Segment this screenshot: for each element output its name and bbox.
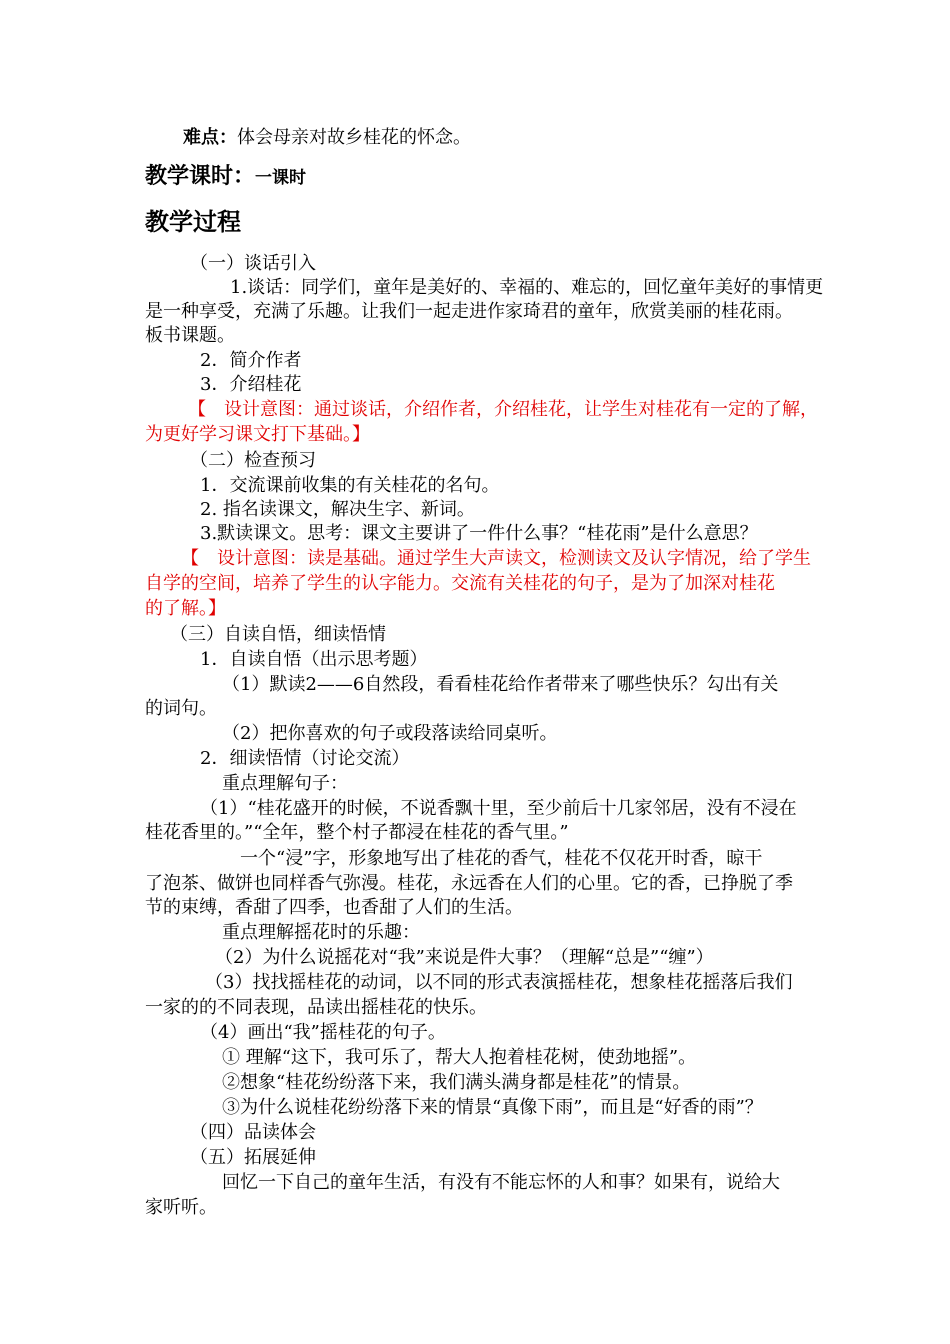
- paragraph-line: （2）为什么说摇花对“我”来说是件大事？（理解“总是”“缠”）: [215, 947, 714, 968]
- paragraph-line: ③为什么说桂花纷纷落下来的情景“真像下雨”，而且是“好香的雨”？: [222, 1097, 763, 1118]
- paragraph-line: 了泡茶、做饼也同样香气弥漫。桂花，永远香在人们的心里。它的香，已挣脱了季: [145, 873, 793, 894]
- paragraph-line: 节的束缚，香甜了四季，也香甜了人们的生活。: [145, 897, 523, 918]
- design-intent-line: 【 设计意图：读是基础。通过学生大声读文，检测读文及认字情况，给了学生: [181, 548, 811, 569]
- design-intent-line: 【 设计意图：通过谈话，介绍作者，介绍桂花，让学生对桂花有一定的了解，: [188, 399, 818, 420]
- paragraph-line: （1）默读2——6自然段，看看桂花给作者带来了哪些快乐？勾出有关: [222, 674, 779, 695]
- design-intent-line: 自学的空间，培养了学生的认字能力。交流有关桂花的句子，是为了加深对桂花: [145, 573, 775, 594]
- list-item: 2. 指名读课文，解决生字、新词。: [200, 499, 475, 520]
- section-5-title: （五）拓展延伸: [190, 1147, 316, 1168]
- class-hours-value: 一课时: [255, 168, 307, 188]
- paragraph-line: （3）找找摇桂花的动词，以不同的形式表演摇桂花，想象桂花摇落后我们: [205, 972, 793, 993]
- design-intent-line: 的了解。】: [145, 598, 226, 619]
- difficulty-label: 难点：: [183, 127, 237, 148]
- section-1-title: （一）谈话引入: [190, 253, 316, 274]
- paragraph-line: 是一种享受，充满了乐趣。让我们一起走进作家琦君的童年，欣赏美丽的桂花雨。: [145, 301, 793, 322]
- paragraph-line: 桂花香里的。”“全年，整个村子都浸在桂花的香气里。”: [145, 822, 569, 843]
- paragraph-line: 1.谈话：同学们，童年是美好的、幸福的、难忘的，回忆童年美好的事情更: [230, 277, 824, 298]
- paragraph-line: 一家的的不同表现，品读出摇桂花的快乐。: [145, 997, 487, 1018]
- paragraph-line: 重点理解句子：: [222, 773, 348, 794]
- design-intent-line: 为更好学习课文打下基础。】: [145, 424, 370, 445]
- paragraph-line: 重点理解摇花时的乐趣：: [222, 922, 420, 943]
- paragraph-line: 回忆一下自己的童年生活，有没有不能忘怀的人和事？如果有，说给大: [222, 1172, 780, 1193]
- list-item: 1．自读自悟（出示思考题）: [200, 649, 428, 670]
- paragraph-line: 家听听。: [145, 1197, 217, 1218]
- list-item: 1．交流课前收集的有关桂花的名句。: [200, 475, 500, 496]
- paragraph-line: ① 理解“这下，我可乐了，帮大人抱着桂花树，使劲地摇”。: [222, 1047, 697, 1068]
- paragraph-line: 板书课题。: [145, 325, 235, 346]
- paragraph-line: （1）“桂花盛开的时候，不说香飘十里，至少前后十几家邻居，没有不浸在: [200, 798, 797, 819]
- list-item: 2．细读悟情（讨论交流）: [200, 748, 410, 769]
- paragraph-line: 的词句。: [145, 698, 217, 719]
- paragraph-line: （2）把你喜欢的句子或段落读给同桌听。: [222, 723, 558, 744]
- list-item: 3.默读课文。思考：课文主要讲了一件什么事？“桂花雨”是什么意思？: [200, 523, 758, 544]
- class-hours-line: [145, 165, 306, 190]
- paragraph-line: 一个“浸”字，形象地写出了桂花的香气，桂花不仅花开时香，晾干: [240, 848, 763, 869]
- difficulty-text: 体会母亲对故乡桂花的怀念。: [237, 127, 471, 148]
- paragraph-line: （4）画出“我”摇桂花的句子。: [200, 1022, 446, 1043]
- paragraph-line: ②想象“桂花纷纷落下来，我们满头满身都是桂花”的情景。: [222, 1072, 691, 1093]
- process-title: 教学过程: [145, 208, 241, 236]
- class-hours-label: 教学课时：: [145, 164, 256, 189]
- difficulty-line: [183, 126, 471, 150]
- list-item: 2．简介作者: [200, 350, 302, 371]
- section-4-title: （四）品读体会: [190, 1122, 316, 1143]
- section-3-title: （三）自读自悟，细读悟情: [170, 624, 386, 645]
- section-2-title: （二）检查预习: [190, 450, 316, 471]
- list-item: 3．介绍桂花: [200, 374, 302, 395]
